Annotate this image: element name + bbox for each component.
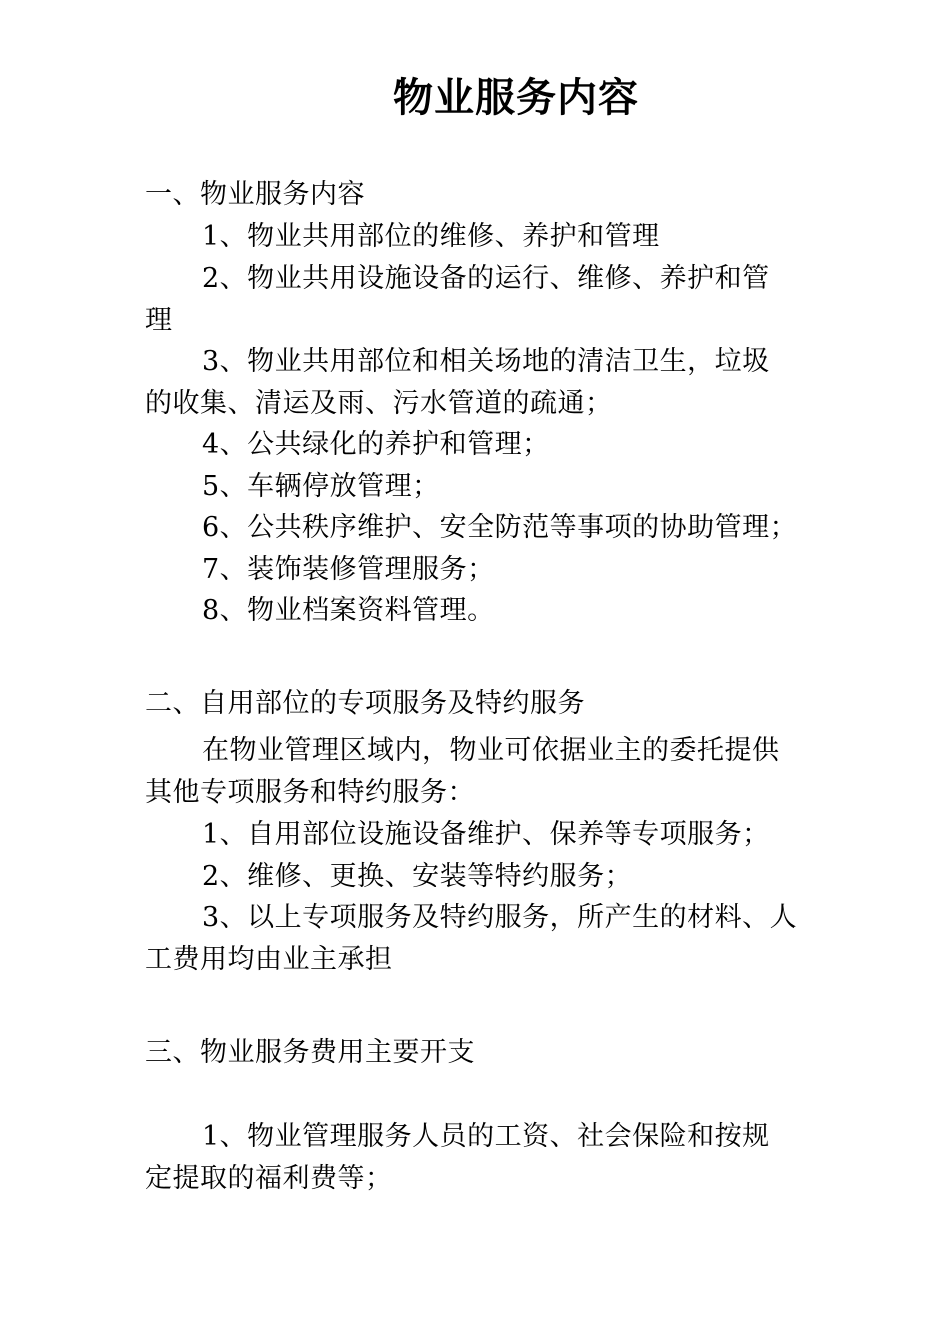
section3-item-1-line2: 定提取的福利费等； <box>145 1163 393 1194</box>
section1-item-8: 8、物业档案资料管理。 <box>202 595 495 626</box>
section1-item-6: 6、公共秩序维护、安全防范等事项的协助管理； <box>202 512 798 543</box>
section1-item-2-line1: 2、物业共用设施设备的运行、维修、养护和管 <box>202 263 770 294</box>
section1-item-2-line2: 理 <box>145 305 173 336</box>
section-heading-2: 二、自用部位的专项服务及特约服务 <box>145 688 585 719</box>
section2-intro-line1: 在物业管理区域内，物业可依据业主的委托提供 <box>202 735 780 766</box>
section1-item-4: 4、公共绿化的养护和管理； <box>202 429 550 460</box>
section-heading-3: 三、物业服务费用主要开支 <box>145 1037 475 1068</box>
section2-intro-line2: 其他专项服务和特约服务： <box>145 777 475 808</box>
section2-item-1: 1、自用部位设施设备维护、保养等专项服务； <box>202 819 770 850</box>
page-title: 物业服务内容 <box>393 74 639 121</box>
section-heading-1: 一、物业服务内容 <box>145 179 365 210</box>
section2-item-2: 2、维修、更换、安装等特约服务； <box>202 861 633 892</box>
section2-item-3-line1: 3、以上专项服务及特约服务，所产生的材料、人 <box>202 902 798 933</box>
section3-item-1-line1: 1、物业管理服务人员的工资、社会保险和按规 <box>202 1121 770 1152</box>
section1-item-3-line1: 3、物业共用部位和相关场地的清洁卫生，垃圾 <box>202 346 770 377</box>
section1-item-7: 7、装饰装修管理服务； <box>202 554 495 585</box>
section1-item-5: 5、车辆停放管理； <box>202 471 440 502</box>
section1-item-3-line2: 的收集、清运及雨、污水管道的疏通； <box>145 388 613 419</box>
section1-item-1: 1、物业共用部位的维修、养护和管理 <box>202 221 660 252</box>
section2-item-3-line2: 工费用均由业主承担 <box>145 944 393 975</box>
